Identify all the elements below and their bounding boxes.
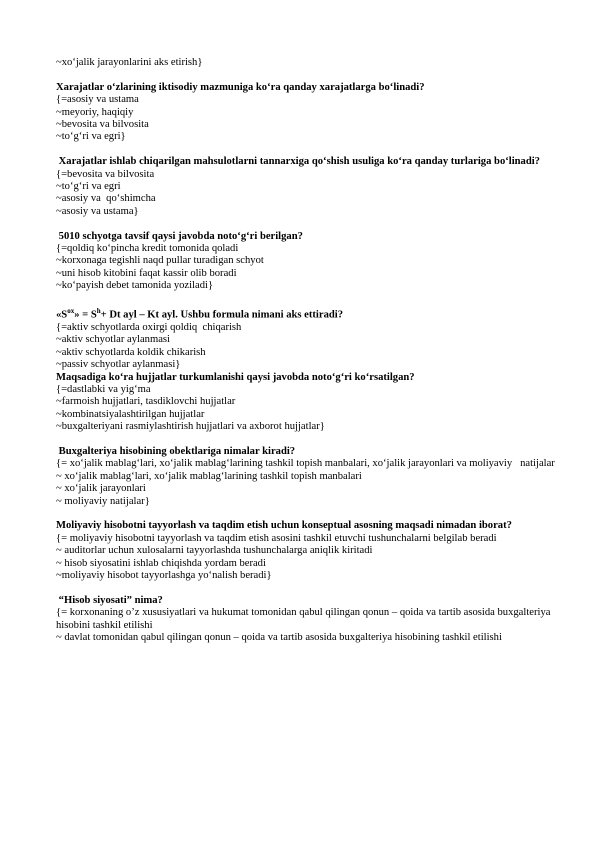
question-text: Xarajatlar o‘zlarining iktisodiy mazmuniga ko‘ra qanday xarajatlarga bo‘linadi? bbox=[56, 81, 425, 93]
question-block bbox=[56, 231, 555, 293]
answer-option: ~ hisob siyosatini ishlab chiqishda yordam beradi bbox=[56, 557, 266, 569]
question-text: «$S^{ox}$» = $S^h+ Dt$ ayl – Kt ayl. Ushbu formula nimani aks ettiradi? bbox=[56, 307, 343, 321]
question-block bbox=[56, 57, 555, 69]
question-text: 5010 schyotga tavsif qaysi javobda noto‘g‘ri berilgan? bbox=[56, 230, 303, 242]
answer-option: {= korxonaning o’z xususiyatlari va hukumat tomonidan qabul qilingan qonun – qoida va tartib asosida buxgalteriya hisobini tashkil etilishi bbox=[56, 607, 554, 631]
question-block bbox=[56, 82, 555, 144]
answer-option: ~passiv schyotlar aylanmasi} bbox=[56, 359, 181, 371]
answer-option: ~korxonaga tegishli naqd pullar turadigan schyot bbox=[56, 255, 264, 267]
question-block bbox=[56, 520, 555, 582]
answer-option: ~aktiv schyotlarda koldik chikarish bbox=[56, 346, 206, 358]
answer-option: ~to‘g‘ri va egri bbox=[56, 181, 121, 193]
answer-option: ~xo‘jalik jarayonlarini aks etirish} bbox=[56, 57, 203, 68]
answer-option: ~ko‘payish debet tamonida yoziladi} bbox=[56, 280, 214, 292]
answer-option: ~buxgalteriyani rasmiylashtirish hujjatlari va axborot hujjatlar} bbox=[56, 421, 325, 433]
question-block bbox=[56, 156, 555, 218]
question-text: Buxgalteriya hisobining obektlariga nimalar kiradi? bbox=[56, 446, 296, 458]
question-block bbox=[56, 446, 555, 508]
answer-option: ~to‘g‘ri va egri} bbox=[56, 131, 126, 143]
answer-option: ~bevosita va bilvosita bbox=[56, 119, 149, 131]
answer-option: ~ xo‘jalik jarayonlari bbox=[56, 483, 146, 495]
answer-option: ~aktiv schyotlar aylanmasi bbox=[56, 334, 170, 346]
question-text: “Hisob siyosati” nima? bbox=[56, 594, 163, 606]
question-text: Xarajatlar ishlab chiqarilgan mahsulotlarni tannarxiga qo‘shish usuliga ko‘ra qanday turlariga bo‘linadi? bbox=[56, 156, 540, 168]
answer-option: ~ auditorlar uchun xulosalarni tayyorlashda tushunchalarga aniqlik kiritadi bbox=[56, 545, 373, 557]
answer-option: {=aktiv schyotlarda oxirgi qoldiq chiqarish bbox=[56, 322, 242, 333]
answer-option: ~uni hisob kitobini faqat kassir olib boradi bbox=[56, 267, 237, 279]
question-text: Moliyaviy hisobotni tayyorlash va taqdim etish uchun konseptual asosning maqsadi nimadan iborat? bbox=[56, 520, 512, 532]
answer-option: ~meyoriy, haqiqiy bbox=[56, 106, 134, 118]
answer-option: {=bevosita va bilvosita bbox=[56, 168, 155, 180]
question-text: Maqsadiga ko‘ra hujjatlar turkumlanishi qaysi javobda noto‘g‘ri ko‘rsatilgan? bbox=[56, 371, 415, 383]
answer-option: {=qoldiq ko‘pincha kredit tomonida qoladi bbox=[56, 243, 239, 255]
answer-option: ~asosiy va qo‘shimcha bbox=[56, 193, 156, 205]
answer-option: ~kombinatsiyalashtirilgan hujjatlar bbox=[56, 408, 205, 420]
question-block bbox=[56, 595, 555, 645]
answer-option: ~ xo‘jalik mablag‘lari, xo‘jalik mablag‘larining tashkil topish manbalari bbox=[56, 470, 362, 482]
answer-option: ~ davlat tomonidan qabul qilingan qonun – qoida va tartib asosida buxgalteriya hisobining tashkil etilishi bbox=[56, 632, 502, 644]
answer-option: ~moliyaviy hisobot tayyorlashga yo‘nalish beradi} bbox=[56, 570, 272, 582]
answer-option: ~ moliyaviy natijalar} bbox=[56, 495, 150, 507]
answer-option: ~asosiy va ustama} bbox=[56, 205, 139, 217]
answer-option: {= moliyaviy hisobotni tayyorlash va taqdim etish asosini tashkil etuvchi tushunchalarni belgilab beradi bbox=[56, 532, 497, 544]
answer-option: {=dastlabki va yig‘ma bbox=[56, 384, 151, 396]
answer-option: {= xo‘jalik mablag‘lari, xo‘jalik mablag‘larining tashkil topish manbalari, xo‘jalik jarayonlari va moliyaviy natijalar bbox=[56, 458, 555, 470]
answer-option: {=asosiy va ustama bbox=[56, 94, 139, 106]
answer-option: ~farmoish hujjatlari, tasdiklovchi hujjatlar bbox=[56, 396, 236, 408]
question-block bbox=[56, 305, 555, 434]
